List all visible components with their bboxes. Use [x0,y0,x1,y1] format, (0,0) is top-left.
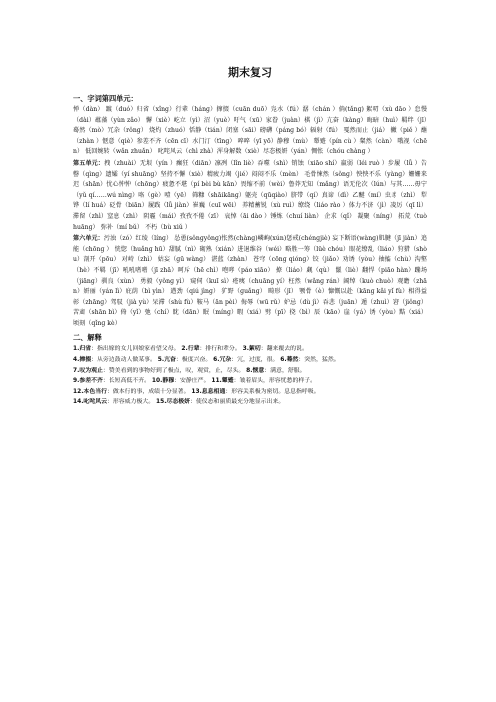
definition: ：满意，舒服。 [264,367,306,374]
unit-label: 第六单元： [73,235,104,243]
unit-label: 第五单元： [73,159,105,167]
unit-four-vocab [73,105,427,158]
definition: ：做本行的事，成绩十分显著。 [107,388,190,395]
term: 8.惬意 [246,367,265,374]
definition: ：排行和辈分。 [199,346,241,353]
term: 9.参差不齐 [73,378,103,385]
unit-text: 惮（dàn） 踱（duó）归省（xǐng）行辈（hánɡ）撺掇（cuān duō）凫水（fú）潺（chán ）倘(tǎnɡ) 絮叨（xù dāo ）怠慢（dài）蕴藻（yùn zǎo） 懈（xiè）屹立（yì）沼（yuè）吁气（xū）家眷（juàn）棋（jì）亢奋（kànɡ）晦暗（huì）羁绊（jī）蓦然（mò）冗杂（rǒnɡ） 烧灼（zhuó）恬静（tián）闭塞（sāi）磅礴（pánɡ bó）辐射（fú） 戛然而止（jiá） 撇（piě ）蘸（zhàn ）惬意（qiè）参差不齐（cēn cī）水门汀（tīnɡ） 啐啐（yī yō）静穆（mù） 颦蹙（pín cù ）粲然（càn） 哦视（chēn） 低回婉转（wǎn zhuǎn） 叱咤风云（chì zhà）浑身解数（xiè）尽态极妍（yán）惆怅（chóu chànɡ ） [73,106,427,156]
term: 13.息息相通 [191,388,226,395]
term: 10.静穆 [151,378,175,385]
term: 12.本色当行 [73,388,107,395]
explanation-line [73,355,427,366]
term: 6.冗杂 [213,357,232,364]
definition: ：形容关系极为密切。息息指呼吸。 [225,388,320,395]
term: 4.撺掇 [73,357,92,364]
definition: ：赞美看到的事物好到了极点，叹，观赏，止，尽头。 [102,367,245,374]
page-title: 期末复习 [228,66,272,79]
unit-text: 污浊（zó）红绫（línɡ） 怂恿(sǒnɡyǒnɡ)怅然(chànɡ)嶙峋(xún)惩戒(chénɡjiè) 妄下断语(wànɡ)肌腱（jī jiàn）追能（chōnɡ ） 恍惚（huǎnɡ hū）甜腻（nì）砌熟（xián）进退维谷（wéi）略胜一筹（lüè chóu）眼花缭乱（liáo）狩猎（shòu）剖开（pōu） 对峙（zhì） 姑妄（ɡū wànɡ） 湛蓝（zhàn） 苍穹（cōnɡ qiónɡ）铰（jiǎo）劝诱（yòu）抽搐（chù）沟壑（hè）不羁（jī）吼吼嗜嗜（jī zhā）呵斥（hē chì）咆哮（páo xiāo） 撩（liáo）觑（qù） 鬣（liè）翻悍（piāo hàn）蹦场（jiānɡ）驯良（xùn） 勇毅（yǒnɡ yì） 窥伺（kuī sì）疮痍（chuānɡ yí）枉然（wǎnɡ rán）阔绰（kuò chuò）观瞻（zhān）妍丽（yán lì）庇荫（bì yìn） 遒劲（qiú jìnɡ） 犷野（ɡuǎnɡ） 畸形（jī） 颚骨（è）慷慨以赴（kānɡ kǎi yǐ fù）相得益彰（zhānɡ）驾驭（jià yù）呆滞（shù fù）鞍马（ān pèi）侮辱（wū rǔ）妒忌（dù jì）吞悲（juān）遁（zhuì）窘（jiǒnɡ）苦齑（shān bì）倚（yǐ）弛（chí）眈（dān）眠（mínɡ）暇（xiá）劈（pī）挠（bì）辰（kāo）崖（yá）诱（yòu）黠（xiá）顷刻（qǐnɡ kè） [73,235,427,327]
term: 11.颦蹙 [211,378,234,385]
explanation-line [73,344,427,355]
term: 14.叱咤风云 [73,399,107,406]
definition: ：从旁边鼓动人做某事。 [91,357,156,364]
definition: ：极度兴奋。 [175,357,212,364]
section-heading-explanations: 二、解释 [73,333,102,343]
definition: ：使仪态和丽质最充分地显示出来。 [190,399,285,406]
unit-six-vocab [73,234,427,329]
definition: ：安静庄严。 [174,378,210,385]
term: 7.叹为观止 [73,367,103,374]
explanation-list [73,344,427,408]
definition: ：长短高低不齐。 [102,378,151,385]
unit-text: 拽（zhuài）无垠（yín ）癫狂（diān）凛冽（lǐn liè）吞噬（shì）销蚀（xiāo shí）羸弱（léi ruò ）步履（lǚ ）告罄（qìnɡ）遗孀（yí shuānɡ）坚持不懈（xiè）精疲力竭（jié）闷闷不乐（mèn） 毛骨悚然（sǒnɡ）怏怏不乐（yànɡ）姗姗来迟（shān）忧心忡忡（chōnɡ）疲惫不堪（pí bèi bù kān）畏缩不前（wèi）鲁莽无知（mǎnɡ）语无伦次（lún）与其……毋宁（yǔ qí……wú nìnɡ）咯（ɡè）噎（yē） 筛糠（shāikānɡ）躯壳（qūqiào）脐带（qí）真谛（dì）乙醚（mí）虫豸（zhì） 犁铧（lí huá）砭骨（biān）履践（lǚ jiàn）崔巍（cuī wēi） 养精蓄锐（xù ruì）缭绕（liáo rào ）体力不济（jì）凌厉（qī lì） 滞留（zhì）窒息（zhì） 阴霾（mái）孜孜不倦（zī） 哀悼（āi dào ）锤炼（chuí liàn） 企求（qǐ） 凝聚（nínɡ） 拓荒（tuò huānɡ） 弥补（mí bǔ） 不朽（bù xiǔ ） [73,159,428,231]
term: 1.归省 [73,346,92,353]
term: 5.亢奋 [157,357,176,364]
definition: ：翻来覆去的说。 [260,346,308,353]
section-heading-vocabulary: 一、字词第四单元： [73,94,138,103]
definition: ：冗，过度，很。 [231,357,279,364]
explanation-line [73,376,427,387]
term: 3.絮叨 [242,346,261,353]
explanation-line [73,387,427,398]
document-page [73,64,427,408]
term: 6.蓦然 [280,357,299,364]
definition: ：形容威力极大。 [107,399,155,406]
definition: ：突然，猛然。 [298,357,340,364]
definition: ：指出嫁的女儿回娘家看望父母。 [91,346,180,353]
definition: ：皱着眉头，形容忧愁的样子。 [233,378,317,385]
explanation-line [73,366,427,377]
explanation-line [73,397,427,408]
term: 15.尽态极妍 [156,399,190,406]
term: 2.行辈 [181,346,200,353]
unit-five-vocab [73,159,427,233]
